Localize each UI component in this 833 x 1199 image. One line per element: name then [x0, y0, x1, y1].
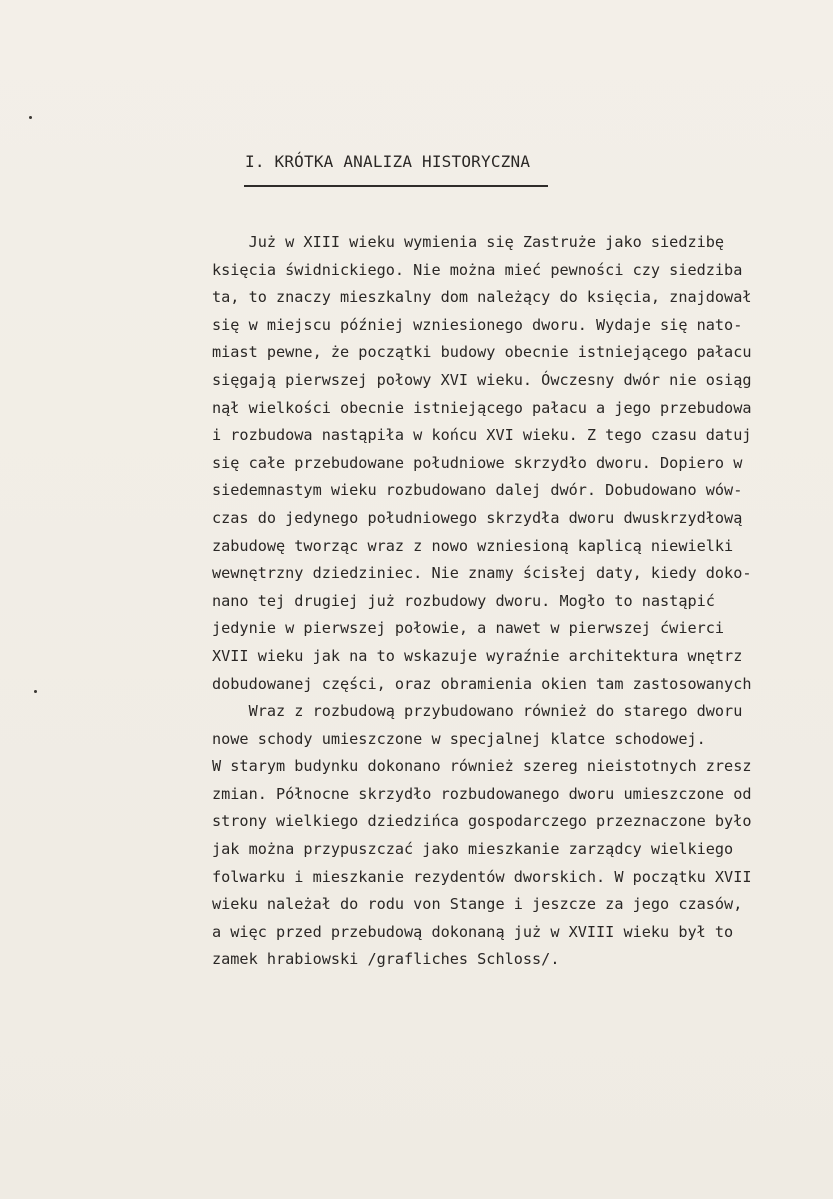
text-line: Już w XIII wieku wymienia się Zastruże jako siedzibę [212, 233, 725, 251]
text-line: nowe schody umieszczone w specjalnej klatce schodowej. [212, 729, 706, 748]
text-line: miast pewne, że początki budowy obecnie istniejącego pałacu [212, 343, 752, 362]
text-line: zabudowę tworząc wraz z nowo wzniesioną kaplicą niewielki [212, 536, 734, 555]
text-line: jedynie w pierwszej połowie, a nawet w pierwszej ćwierci [212, 619, 725, 638]
text-line: siedemnastym wieku rozbudowano dalej dwór. Dobudowano wów- [212, 481, 743, 500]
text-line: zmian. Północne skrzydło rozbudowanego dworu umieszczone od [212, 784, 752, 803]
text-line: się w miejscu później wzniesionego dworu. Wydaje się nato- [212, 315, 743, 334]
text-line: czas do jedynego południowego skrzydła dworu dwuskrzydłową [212, 508, 743, 527]
margin-mark [29, 116, 32, 119]
text-line: Wraz z rozbudową przybudowano również do starego dworu [212, 702, 743, 721]
text-line: nano tej drugiej już rozbudowy dworu. Mogło to nastąpić [212, 591, 715, 610]
text-line: dobudowanej części, oraz obramienia okien tam zastosowanych [212, 674, 752, 693]
text-line: strony wielkiego dziedzińca gospodarczego przeznaczone było [212, 812, 752, 831]
text-line: zamek hrabiowski /grafliches Schloss/. [212, 950, 560, 969]
section-heading: I. KRÓTKA ANALIZA HISTORYCZNA [245, 152, 531, 171]
text-line: W starym budynku dokonano również szereg nieistotnych zresz [212, 757, 752, 776]
text-line: sięgają pierwszej połowy XVI wieku. Ówczesny dwór nie osiąg [212, 370, 752, 389]
text-line: folwarku i mieszkanie rezydentów dworskich. W początku XVII [212, 867, 752, 886]
text-line: a więc przed przebudową dokonaną już w XVIII wieku był to [212, 922, 734, 941]
text-line: i rozbudowa nastąpiła w końcu XVI wieku. Z tego czasu datuj [212, 426, 752, 445]
text-line: wewnętrzny dziedziniec. Nie znamy ścisłej daty, kiedy doko- [212, 564, 752, 583]
text-line: nął wielkości obecnie istniejącego pałacu a jego przebudowa [212, 398, 752, 417]
text-line: jak można przypuszczać jako mieszkanie zarządcy wielkiego [212, 840, 734, 859]
heading-underline [244, 185, 548, 187]
margin-mark [34, 690, 37, 693]
text-line: ta, to znaczy mieszkalny dom należący do księcia, znajdował [212, 288, 752, 307]
text-line: księcia świdnickiego. Nie można mieć pewności czy siedziba [212, 260, 743, 279]
text-line: wieku należał do rodu von Stange i jeszcze za jego czasów, [212, 895, 743, 914]
text-line: XVII wieku jak na to wskazuje wyraźnie architektura wnętrz [212, 646, 743, 665]
body-text [212, 229, 832, 974]
text-line: się całe przebudowane południowe skrzydło dworu. Dopiero w [212, 453, 743, 472]
